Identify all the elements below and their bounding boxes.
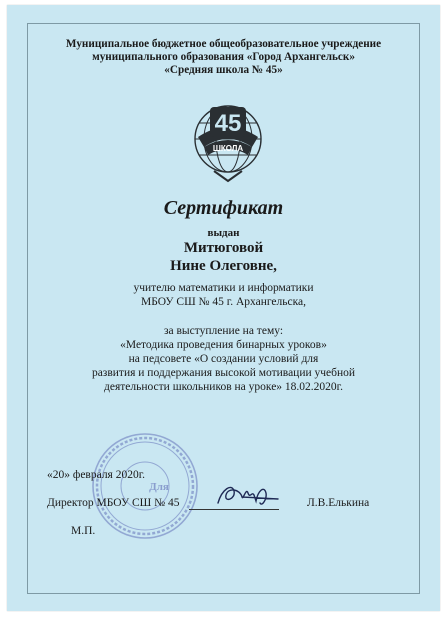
emblem-number: 45 [214,110,242,137]
header-line-3: «Средняя школа № 45» [164,64,283,76]
emblem-word: ШКОЛА [212,144,244,153]
director-signature [212,477,282,511]
body-line-4: развития и поддержания высокой мотивации учебной [91,367,356,379]
role-line-2: МБОУ СШ № 45 г. Архангельска, [140,296,307,308]
recipient-role [7,281,440,309]
certificate-sheet [7,5,440,611]
role-line-1: учителю математики и информатики [133,282,314,294]
school-seal-stamp [89,430,201,542]
school-emblem-icon [190,99,266,185]
certificate-title: Сертификат [163,197,284,219]
institution-header [7,38,440,77]
body-line-1: за выступление на тему: [163,325,284,337]
recipient-name [7,239,440,275]
stamp-center-text: Для [149,481,169,493]
issued-label: выдан [207,227,240,239]
recipient-surname: Митюговой [183,240,264,256]
signatory-title: Директор МБОУ СШ № 45 [47,497,180,509]
certificate-body [7,324,440,394]
header-line-1: Муниципальное бюджетное общеобразовательное учреждение [65,38,382,50]
seal-label: М.П. [71,525,96,537]
body-line-2: «Методика проведения бинарных уроков» [120,339,327,351]
director-name: Л.В.Елькина [307,497,370,509]
body-line-3: на педсовете «О создании условий для [128,353,319,365]
issue-date: «20» февраля 2020г. [47,469,146,481]
header-line-2: муниципального образования «Город Архангельск» [92,51,355,63]
body-line-5: деятельности школьников на уроке» 18.02.2020г. [104,381,343,393]
recipient-given-names: Нине Олеговне, [170,258,277,274]
